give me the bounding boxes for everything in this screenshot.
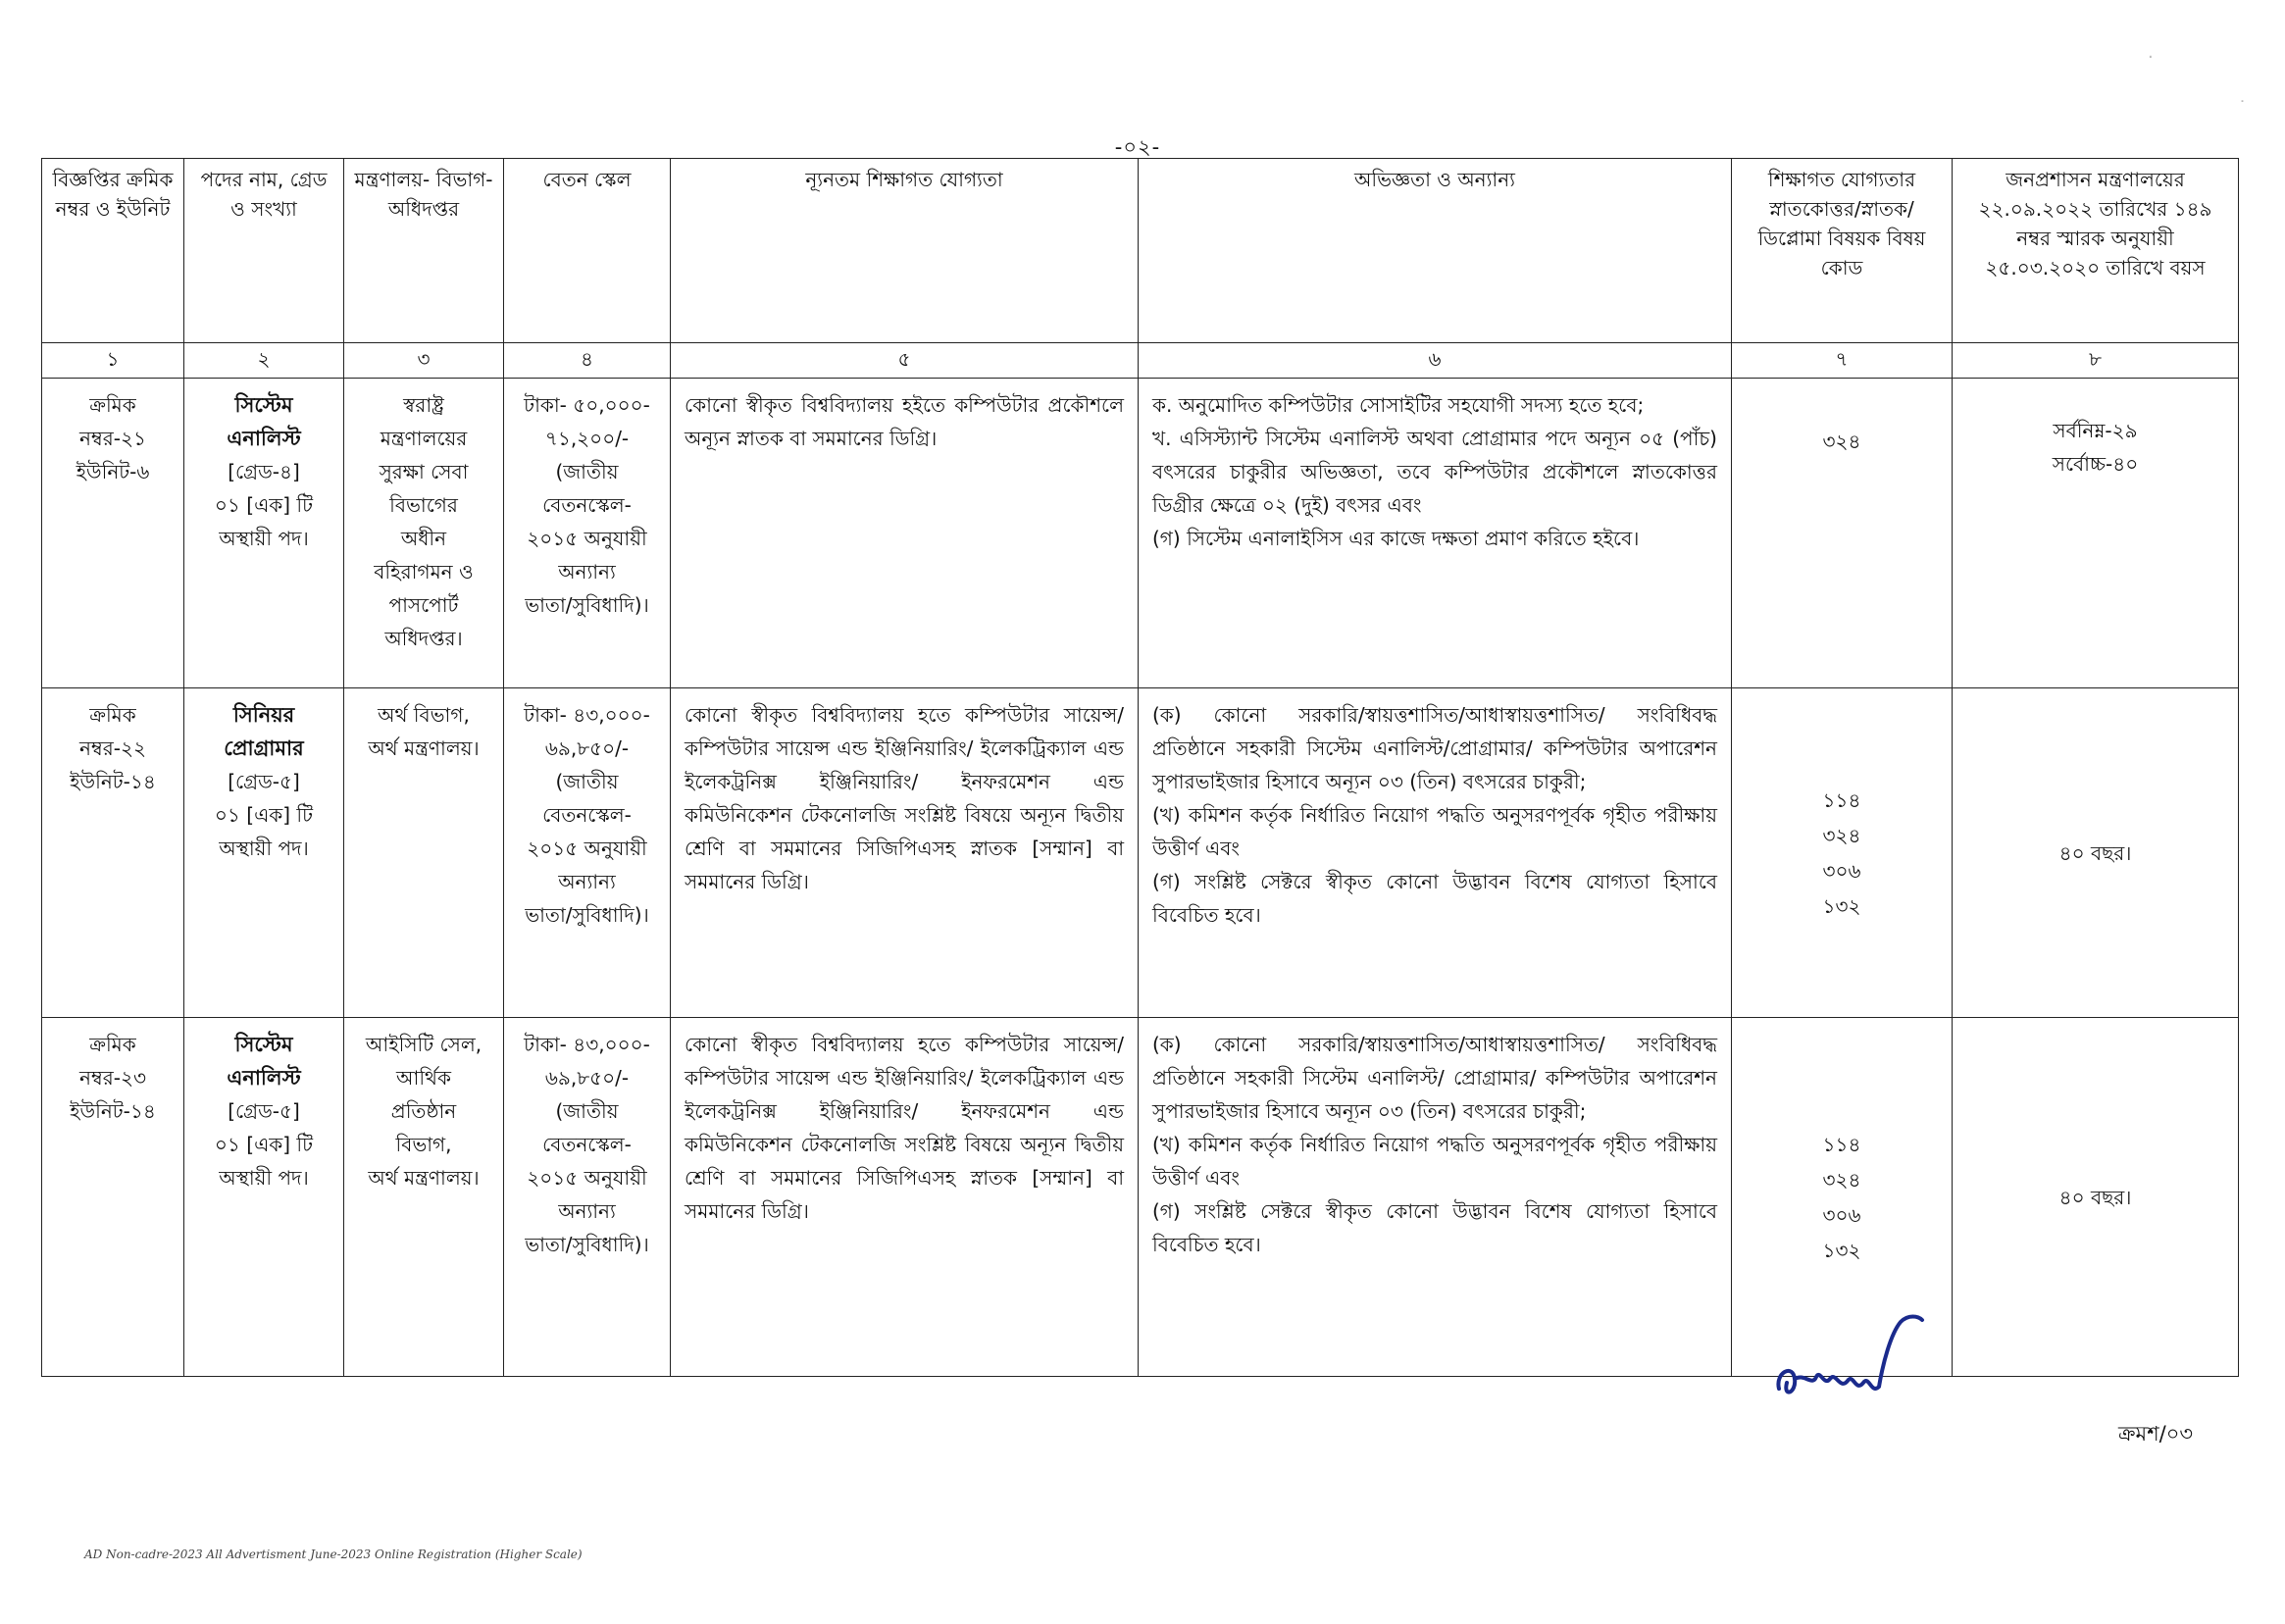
- education-cell: কোনো স্বীকৃত বিশ্ববিদ্যালয় হতে কম্পিউটার সায়েন্স/ কম্পিউটার সায়েন্স এন্ড ইঞ্জিনিয়ারিং/ ইলেকট্রিক্যাল এন্ড ইলেকট্রনিক্স ইঞ্জিনিয়ারিং/ ইনফরমেশন এন্ড কমিউনিকেশন টেকনোলজি সংশ্লিষ্ট বিষয়ে অন্যূন দ্বিতীয় শ্রেণি বা সমমানের সিজিপিএসহ স্নাতক [সম্মান] বা সমমানের ডিগ্রি।: [671, 688, 1139, 1018]
- experience-item: (গ) সিস্টেম এনালাইসিস এর কাজে দক্ষতা প্রমাণ করিতে হইবে।: [1152, 527, 1640, 550]
- pay-line: অন্যান্য: [558, 560, 616, 584]
- pay-line: অন্যান্য: [558, 1199, 616, 1223]
- experience-item: খ. এসিস্ট্যান্ট সিস্টেম এনালিস্ট অথবা প্রোগ্রামার পদে অন্যূন ০৫ (পাঁচ) বৎসরের চাকুরীর অভিজ্ঞতা, তবে কম্পিউটার প্রকৌশলে স্নাতকোত্তর ডিগ্রীর ক্ষেত্রে ০২ (দুই) বৎসর এবং: [1152, 427, 1717, 517]
- header-row: [42, 159, 2239, 343]
- pay-line: ২০১৫ অনুযায়ী: [527, 1166, 647, 1190]
- post-cell: [184, 1018, 344, 1377]
- page-number: -০২-: [1114, 135, 1161, 159]
- post-cell: [184, 379, 344, 688]
- ministry-line: অধিদপ্তর।: [384, 627, 463, 650]
- serial-line: নম্বর-২২: [79, 736, 146, 760]
- pay-line: ভাতা/সুবিধাদি)।: [525, 593, 649, 617]
- post-name: এনালিস্ট: [227, 427, 301, 450]
- age-cell: [1953, 379, 2239, 688]
- ministry-line: আর্থিক: [396, 1066, 451, 1090]
- post-name: সিস্টেম: [234, 1033, 293, 1056]
- experience-item: (ক) কোনো সরকারি/স্বায়ত্তশাসিত/আধাস্বায়ত্তশাসিত/ সংবিধিবদ্ধ প্রতিষ্ঠানে সহকারী সিস্টেম এনালিস্ট/প্রোগ্রামার/ কম্পিউটার অপারেশন সুপারভাইজার হিসাবে অন্যূন ০৩ (তিন) বৎসরের চাকুরী;: [1152, 703, 1717, 793]
- age-line: ৪০ বছর।: [2058, 1185, 2132, 1209]
- experience-item: (খ) কমিশন কর্তৃক নির্ধারিত নিয়োগ পদ্ধতি অনুসরণপূর্বক গৃহীত পরীক্ষায় উত্তীর্ণ এবং: [1152, 1133, 1717, 1190]
- pay-line: টাকা- ৫০,০০০-: [524, 393, 650, 417]
- ministry-line: অর্থ মন্ত্রণালয়।: [368, 736, 480, 760]
- pay-scale-cell: [504, 379, 671, 688]
- age-cell: [1953, 1018, 2239, 1377]
- pay-scale-cell: [504, 1018, 671, 1377]
- experience-item: (গ) সংশ্লিষ্ট সেক্টরে স্বীকৃত কোনো উদ্ভাবন বিশেষ যোগ্যতা হিসাবে বিবেচিত হবে।: [1152, 870, 1717, 927]
- pay-line: ৭১,২০০/-: [544, 427, 630, 450]
- column-number: ৭: [1732, 343, 1953, 379]
- scan-speck: ·: [2148, 47, 2154, 68]
- ministry-line: বিভাগ,: [395, 1133, 452, 1156]
- continuation-note: ক্রমশ/০৩: [2118, 1422, 2194, 1446]
- age-cell: [1953, 688, 2239, 1018]
- grade-line: [গ্রেড-৫]: [228, 770, 300, 793]
- experience-cell: [1139, 1018, 1732, 1377]
- experience-cell: [1139, 688, 1732, 1018]
- scan-speck: ˙: [2238, 98, 2247, 119]
- header-pay-scale: বেতন স্কেল: [504, 159, 671, 343]
- subject-code: ৩২৪: [1822, 430, 1861, 453]
- age-line: সর্বনিম্ন-২৯: [2053, 419, 2138, 442]
- pay-line: (জাতীয়: [555, 1099, 619, 1123]
- header-subject-code: শিক্ষাগত যোগ্যতার স্নাতকোত্তর/স্নাতক/ ডিপ্লোমা বিষয়ক বিষয় কোড: [1732, 159, 1953, 343]
- serial-line: নম্বর-২৩: [79, 1066, 146, 1090]
- serial-line: নম্বর-২১: [79, 427, 146, 450]
- ministry-line: অর্থ মন্ত্রণালয়।: [368, 1166, 480, 1190]
- pay-line: ৬৯,৮৫০/-: [544, 1066, 630, 1090]
- pay-line: টাকা- ৪৩,০০০-: [524, 703, 650, 727]
- ministry-line: প্রতিষ্ঠান: [390, 1099, 457, 1123]
- experience-item: ক. অনুমোদিত কম্পিউটার সোসাইটির সহযোগী সদস্য হতে হবে;: [1152, 393, 1645, 417]
- ministry-line: সুরক্ষা সেবা: [379, 460, 469, 483]
- serial-cell: [42, 1018, 184, 1377]
- header-ministry: মন্ত্রণালয়- বিভাগ- অধিদপ্তর: [344, 159, 504, 343]
- pay-line: (জাতীয়: [555, 460, 619, 483]
- subject-code: ৩২৪: [1822, 1167, 1861, 1192]
- serial-line: ক্রমিক: [89, 393, 136, 417]
- ministry-line: অর্থ বিভাগ,: [378, 703, 470, 727]
- education-cell: কোনো স্বীকৃত বিশ্ববিদ্যালয় হইতে কম্পিউটার প্রকৌশলে অন্যূন স্নাতক বা সমমানের ডিগ্রি।: [671, 379, 1139, 688]
- pay-line: (জাতীয়: [555, 770, 619, 793]
- subject-code: ৩০৬: [1822, 1202, 1861, 1227]
- column-number: ৬: [1139, 343, 1732, 379]
- serial-line: ইউনিট-৬: [76, 460, 150, 483]
- subject-code: ১১৪: [1822, 787, 1861, 812]
- subject-code: ৩০৬: [1822, 858, 1861, 883]
- pay-line: বেতনস্কেল-: [542, 1133, 632, 1156]
- post-cell: [184, 688, 344, 1018]
- pay-line: ভাতা/সুবিধাদি)।: [525, 1233, 649, 1256]
- pay-line: বেতনস্কেল-: [542, 803, 632, 827]
- serial-cell: [42, 688, 184, 1018]
- ministry-line: অধীন: [400, 527, 447, 550]
- pay-line: বেতনস্কেল-: [542, 493, 632, 517]
- serial-line: ক্রমিক: [89, 1033, 136, 1056]
- ministry-line: আইসিটি সেল,: [365, 1033, 482, 1056]
- count-line: ০১ [এক] টি: [214, 493, 314, 517]
- count-line: অস্থায়ী পদ।: [219, 837, 309, 860]
- experience-cell: [1139, 379, 1732, 688]
- column-number: ২: [184, 343, 344, 379]
- table-row: [42, 688, 2239, 1018]
- pay-line: ভাতা/সুবিধাদি)।: [525, 903, 649, 927]
- education-cell: কোনো স্বীকৃত বিশ্ববিদ্যালয় হতে কম্পিউটার সায়েন্স/ কম্পিউটার সায়েন্স এন্ড ইঞ্জিনিয়ারিং/ ইলেকট্রিক্যাল এন্ড ইলেকট্রনিক্স ইঞ্জিনিয়ারিং/ ইনফরমেশন এন্ড কমিউনিকেশন টেকনোলজি সংশ্লিষ্ট বিষয়ে অন্যূন দ্বিতীয় শ্রেণি বা সমমানের সিজিপিএসহ স্নাতক [সম্মান] বা সমমানের ডিগ্রি।: [671, 1018, 1139, 1377]
- column-number: ৪: [504, 343, 671, 379]
- column-number: ৮: [1953, 343, 2239, 379]
- ministry-line: স্বরাষ্ট্র: [403, 393, 444, 417]
- grade-line: [গ্রেড-৫]: [228, 1099, 300, 1123]
- column-number-row: [42, 343, 2239, 379]
- experience-item: (ক) কোনো সরকারি/স্বায়ত্তশাসিত/আধাস্বায়ত্তশাসিত/ সংবিধিবদ্ধ প্রতিষ্ঠানে সহকারী সিস্টেম এনালিস্ট/ প্রোগ্রামার/ কম্পিউটার অপারেশন সুপারভাইজার হিসাবে অন্যূন ০৩ (তিন) বৎসরের চাকুরী;: [1152, 1033, 1717, 1123]
- pay-line: অন্যান্য: [558, 870, 616, 893]
- ministry-line: মন্ত্রণালয়ের: [380, 427, 468, 450]
- count-line: অস্থায়ী পদ।: [219, 527, 309, 550]
- post-name: সিস্টেম: [234, 393, 293, 417]
- serial-line: ক্রমিক: [89, 703, 136, 727]
- column-number: ১: [42, 343, 184, 379]
- pay-line: ২০১৫ অনুযায়ী: [527, 527, 647, 550]
- header-age: জনপ্রশাসন মন্ত্রণালয়ের ২২.০৯.২০২২ তারিখের ১৪৯ নম্বর স্মারক অনুযায়ী ২৫.০৩.২০২০ তারিখে বয়স: [1953, 159, 2239, 343]
- serial-line: ইউনিট-১৪: [70, 770, 156, 793]
- header-experience: অভিজ্ঞতা ও অন্যান্য: [1139, 159, 1732, 343]
- ministry-cell: [344, 379, 504, 688]
- ministry-line: বিভাগের: [389, 493, 458, 517]
- column-number: ৫: [671, 343, 1139, 379]
- subject-code-cell: [1732, 688, 1953, 1018]
- experience-item: (খ) কমিশন কর্তৃক নির্ধারিত নিয়োগ পদ্ধতি অনুসরণপূর্বক গৃহীত পরীক্ষায় উত্তীর্ণ এবং: [1152, 803, 1717, 860]
- header-post: পদের নাম, গ্রেড ও সংখ্যা: [184, 159, 344, 343]
- column-number: ৩: [344, 343, 504, 379]
- count-line: ০১ [এক] টি: [214, 803, 314, 827]
- subject-code: ১৩২: [1822, 893, 1861, 918]
- serial-cell: [42, 379, 184, 688]
- document-reference: AD Non-cadre-2023 All Advertisment June-2023 Online Registration (Higher Scale): [84, 1548, 583, 1561]
- age-line: ৪০ বছর।: [2058, 840, 2132, 865]
- pay-line: ৬৯,৮৫০/-: [544, 736, 630, 760]
- experience-item: (গ) সংশ্লিষ্ট সেক্টরে স্বীকৃত কোনো উদ্ভাবন বিশেষ যোগ্যতা হিসাবে বিবেচিত হবে।: [1152, 1199, 1717, 1256]
- signature: [1765, 1304, 1942, 1412]
- ministry-line: পাসপোর্ট: [388, 593, 459, 617]
- post-name: সিনিয়র: [232, 703, 295, 727]
- pay-scale-cell: [504, 688, 671, 1018]
- serial-line: ইউনিট-১৪: [70, 1099, 156, 1123]
- post-name: প্রোগ্রামার: [224, 736, 304, 760]
- pay-line: ২০১৫ অনুযায়ী: [527, 837, 647, 860]
- count-line: অস্থায়ী পদ।: [219, 1166, 309, 1190]
- ministry-cell: [344, 688, 504, 1018]
- ministry-cell: [344, 1018, 504, 1377]
- age-line: সর্বোচ্চ-৪০: [2052, 452, 2139, 476]
- subject-code: ১৩২: [1822, 1238, 1861, 1262]
- post-name: এনালিস্ট: [227, 1066, 301, 1090]
- subject-code: ১১৪: [1822, 1132, 1861, 1156]
- subject-code: ৩২৪: [1822, 823, 1861, 847]
- recruitment-table: [41, 158, 2239, 1377]
- header-education: ন্যূনতম শিক্ষাগত যোগ্যতা: [671, 159, 1139, 343]
- header-serial: বিজ্ঞপ্তির ক্রমিক নম্বর ও ইউনিট: [42, 159, 184, 343]
- ministry-line: বহিরাগমন ও: [374, 560, 474, 584]
- subject-code-cell: [1732, 379, 1953, 688]
- grade-line: [গ্রেড-৪]: [228, 460, 300, 483]
- pay-line: টাকা- ৪৩,০০০-: [524, 1033, 650, 1056]
- table-row: [42, 379, 2239, 688]
- count-line: ০১ [এক] টি: [214, 1133, 314, 1156]
